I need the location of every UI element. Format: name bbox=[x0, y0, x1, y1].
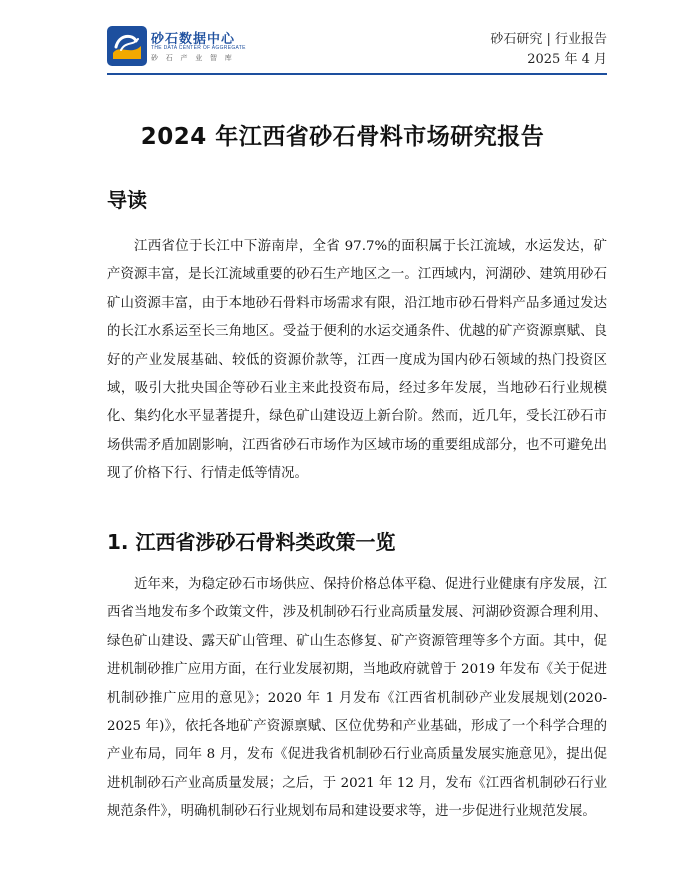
logo-tagline: 砂 石 产 业 智 库 bbox=[151, 54, 235, 62]
logo-subtitle: THE DATA CENTER OF AGGREGATE bbox=[151, 45, 246, 51]
logo bbox=[107, 26, 267, 70]
header-divider bbox=[107, 73, 607, 75]
header-meta bbox=[490, 30, 607, 70]
section-heading-policy: 1. 江西省涉砂石骨料类政策一览 bbox=[107, 530, 396, 554]
section-paragraph-intro: 江西省位于长江中下游南岸，全省 97.7%的面积属于长江流域，水运发达，矿产资源丰富，是长江流域重要的砂石生产地区之一。江西域内，河湖砂、建筑用砂石矿山资源丰富，由于本地砂石骨料市场需求有限，沿江地市砂石骨料产品多通过发达的长江水系运至长三角地区。受益于便利的水运交通条件、优越的矿产资源禀赋、良好的产业发展基础、较低的资源价款等，江西一度成为国内砂石领域的热门投资区域，吸引大批央国企等砂石业主来此投资布局，经过多年发展，当地砂石行业规模化、集约化水平显著提升，绿色矿山建设迈上新台阶。然而，近几年，受长江砂石市场供需矛盾加剧影响，江西省砂石市场作为区域市场的重要组成部分，也不可避免出现了价格下行、行情走低等情况。 bbox=[107, 239, 607, 482]
section-paragraph-policy: 近年来，为稳定砂石市场供应、保持价格总体平稳、促进行业健康有序发展，江西省当地发布多个政策文件，涉及机制砂石行业高质量发展、河湖砂资源合理利用、绿色矿山建设、露天矿山管理、矿山生态修复、矿产资源管理等多个方面。其中，促进机制砂推广应用方面，在行业发展初期，当地政府就曾于 2019 年发布《关于促进机制砂推广应用的意见》；2020 年 1 月发布《江西省机制砂产业发展规划(2020-2025 年)》，依托各地矿产资源禀赋、区位优势和产业基础，形成了一个科学合理的产业布局，同年 8 月，发布《促进我省机制砂石行业高质量发展实施意见》，提出促进机制砂石产业高质量发展；之后，于 2021 年 12 月，发布《江西省机制砂石行业规范条件》，明确机制砂石行业规划布局和建设要求等，进一步促进行业规范发展。 bbox=[107, 577, 607, 820]
logo-mark-icon bbox=[107, 26, 147, 66]
section-heading-intro: 导读 bbox=[107, 188, 147, 212]
logo-title: 砂石数据中心 bbox=[151, 32, 236, 47]
report-category: 砂石研究 | 行业报告 bbox=[490, 32, 607, 47]
page-header bbox=[0, 0, 685, 78]
document-title: 2024 年江西省砂石骨料市场研究报告 bbox=[140, 124, 545, 150]
report-date: 2025 年 4 月 bbox=[527, 52, 607, 67]
